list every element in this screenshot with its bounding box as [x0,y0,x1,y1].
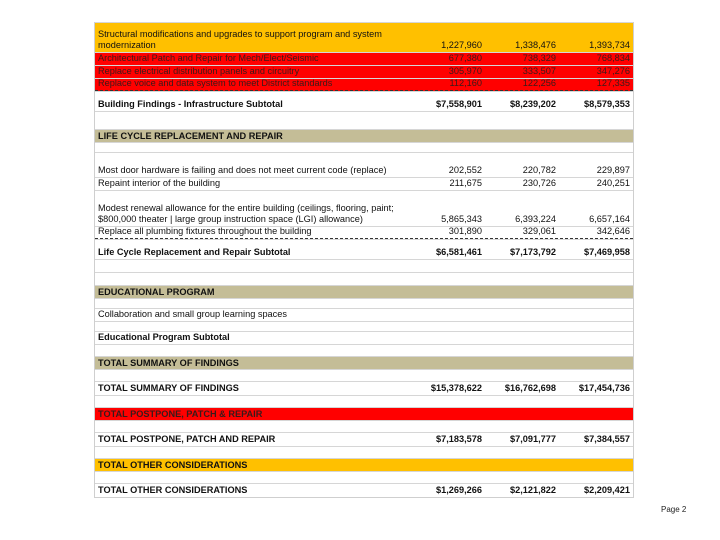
cell-value: 6,393,224 [515,214,556,224]
row-label: Most door hardware is failing and does not meet current code (replace) [98,165,387,175]
subtotal-row [95,331,633,344]
row-label: Structural modifications and upgrades to support program and system modernization [98,29,382,50]
cell-value: 127,335 [596,78,630,88]
row-label: TOTAL SUMMARY OF FINDINGS [98,383,239,393]
row-label: TOTAL POSTPONE, PATCH AND REPAIR [98,434,276,444]
cell-value: $2,209,421 [584,485,630,495]
cell-value: 677,380 [448,53,482,63]
cell-value: $7,384,557 [584,434,630,444]
cell-value: 305,970 [448,66,482,76]
row-label: Replace voice and data system to meet District standards [98,78,333,88]
table-row [95,308,633,321]
section-title: LIFE CYCLE REPLACEMENT AND REPAIR [98,130,283,141]
row-label: Collaboration and small group learning spaces [98,309,287,319]
row-label: Educational Program Subtotal [98,332,230,342]
row-label: Modest renewal allowance for the entire building (ceilings, flooring, paint; $800,000 theater | large group instruction space (LGI) allowance) [98,203,394,224]
section-header [95,458,633,471]
cell-value: $7,469,958 [584,247,630,257]
empty-row [95,259,633,272]
cell-value: 122,256 [522,78,556,88]
subtotal-row [95,239,633,259]
empty-row [95,369,633,381]
cell-value: 230,726 [522,178,556,188]
table-row [95,22,633,52]
cell-value: 202,552 [448,165,482,175]
cell-value: 6,657,164 [589,214,630,224]
row-label: TOTAL OTHER CONSIDERATIONS [98,485,248,495]
row-label: Architectural Patch and Repair for Mech/Elect/Seismic [98,53,319,63]
cell-value: $17,454,736 [578,383,630,393]
section-title: EDUCATIONAL PROGRAM [98,286,215,297]
page-number: Page 2 [661,505,687,514]
section-header [95,356,633,369]
cell-value: $8,239,202 [510,99,556,109]
cell-value: $2,121,822 [510,485,556,495]
total-row [95,483,633,497]
section-title: TOTAL SUMMARY OF FINDINGS [98,357,239,368]
cell-value: $1,269,266 [436,485,482,495]
cell-value: $7,183,578 [436,434,482,444]
empty-row [95,272,633,285]
empty-row [95,344,633,356]
empty-row [95,111,633,129]
cell-value: $8,579,353 [584,99,630,109]
cell-value: 220,782 [522,165,556,175]
row-label: Replace electrical distribution panels and circuitry [98,66,300,76]
section-title: TOTAL POSTPONE, PATCH & REPAIR [98,408,263,419]
table-row [95,177,633,190]
section-title: TOTAL OTHER CONSIDERATIONS [98,459,248,470]
cell-value: $7,091,777 [510,434,556,444]
total-row [95,432,633,446]
total-row [95,381,633,395]
cell-value: 333,507 [522,66,556,76]
cell-value: 1,338,476 [515,40,556,50]
cell-value: $15,378,622 [430,383,482,393]
cell-value: 112,160 [449,78,482,88]
cell-value: 301,890 [448,226,482,236]
empty-row [95,395,633,407]
section-header [95,129,633,142]
section-header [95,285,633,298]
empty-row [95,142,633,152]
cell-value: 211,675 [449,178,482,188]
table-row [95,226,633,239]
row-label: Life Cycle Replacement and Repair Subtotal [98,247,291,257]
cell-value: 738,329 [522,53,556,63]
cell-value: 329,061 [522,226,556,236]
empty-row [95,420,633,432]
cell-value: 342,646 [596,226,630,236]
cell-value: $7,558,901 [436,99,482,109]
empty-row [95,446,633,458]
row-label: Building Findings - Infrastructure Subtotal [98,99,283,109]
cell-value: $16,762,698 [504,383,556,393]
cell-value: 240,251 [596,178,630,188]
table-row [95,190,633,226]
empty-row [95,471,633,483]
empty-row [95,321,633,331]
table-row [95,78,633,91]
subtotal-row [95,91,633,111]
cell-value: 768,834 [596,53,630,63]
row-label: Repaint interior of the building [98,178,221,188]
cell-value: 229,897 [596,165,630,175]
row-label: Replace all plumbing fixtures throughout the building [98,226,312,236]
cell-value: 347,276 [596,66,630,76]
cell-value: $7,173,792 [510,247,556,257]
cell-value: 1,227,960 [441,40,482,50]
spreadsheet-table [94,22,634,498]
empty-row [95,298,633,308]
table-row [95,52,633,65]
section-header [95,407,633,420]
table-row [95,152,633,177]
cell-value: 5,865,343 [441,214,482,224]
cell-value: $6,581,461 [436,247,482,257]
cell-value: 1,393,734 [589,40,630,50]
